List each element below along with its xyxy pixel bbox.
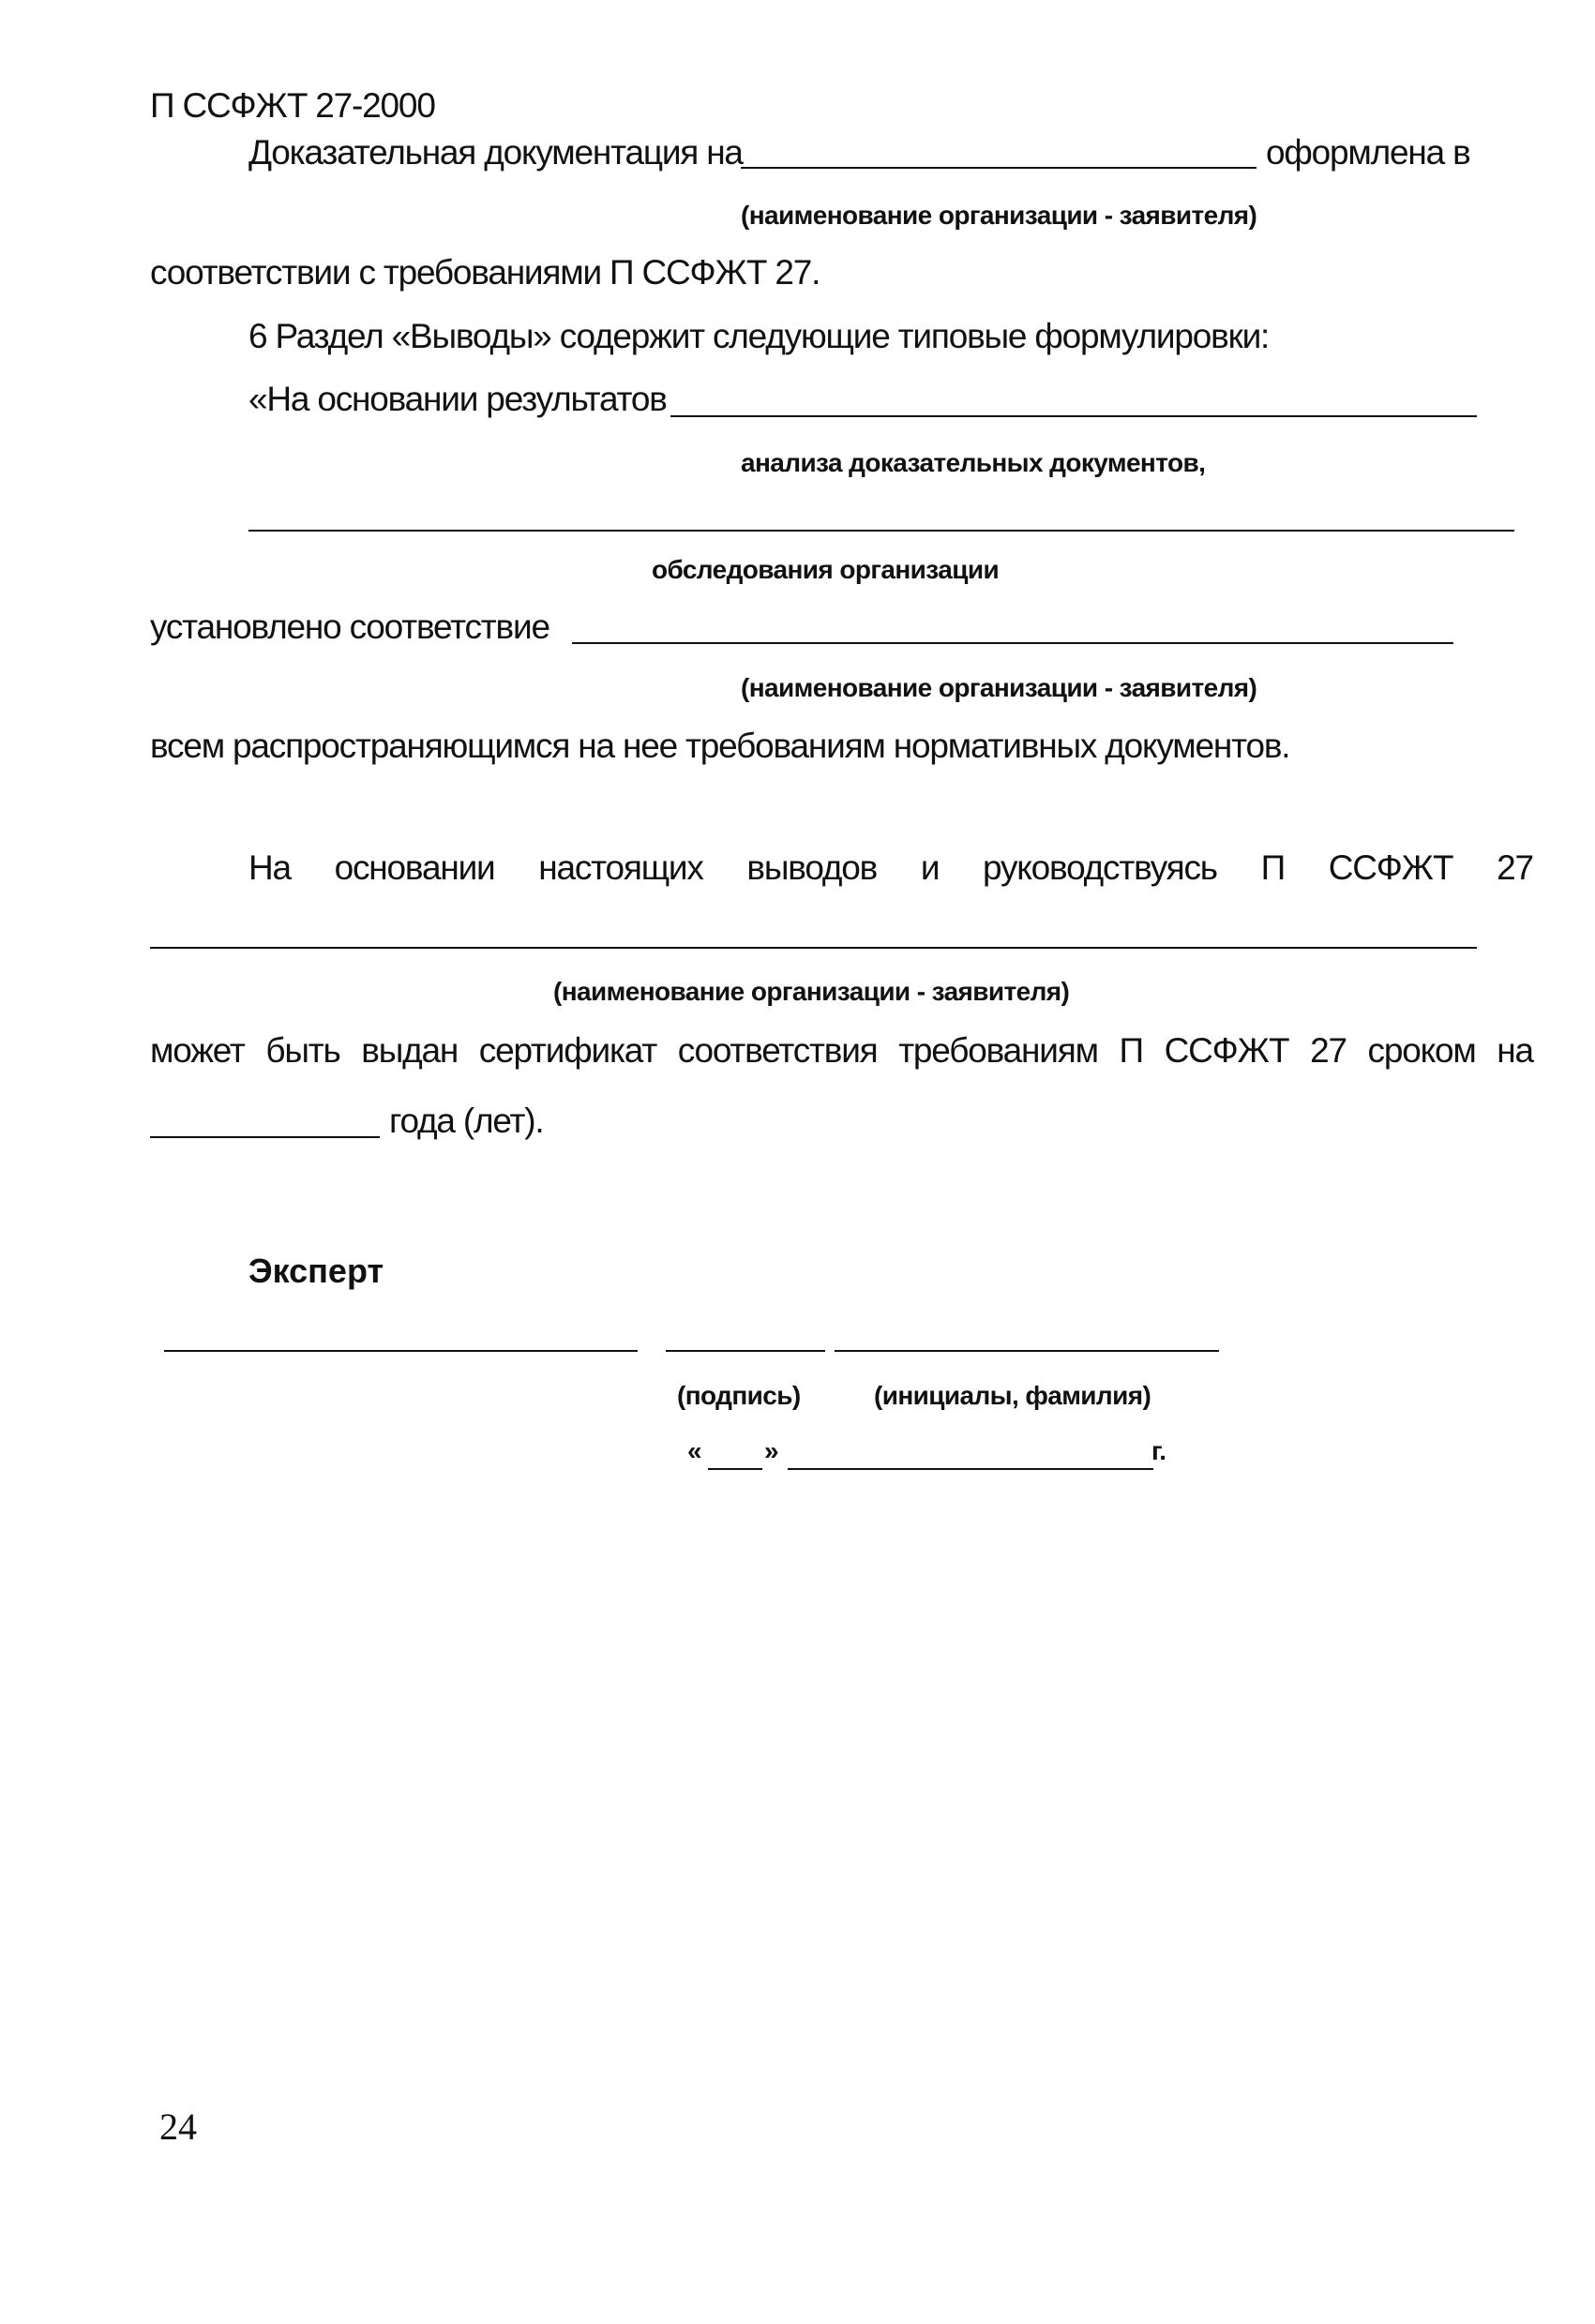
results-blank-line (670, 415, 1477, 417)
conclusion-word: ССФЖТ (1328, 848, 1453, 887)
expert-label: Эксперт (248, 1252, 384, 1290)
date-month-year-line (788, 1468, 1153, 1470)
certificate-word: соответствия (677, 1031, 878, 1070)
established-line: установлено соответствие (150, 607, 549, 646)
para1-text-before: Доказательная документация на (248, 133, 743, 172)
certificate-word: может (150, 1031, 245, 1070)
expert-position-line (164, 1350, 638, 1352)
certificate-word: ССФЖТ (1164, 1031, 1289, 1070)
certificate-word: выдан (361, 1031, 459, 1070)
section6-heading: 6 Раздел «Выводы» содержит следующие типовые формулировки: (248, 317, 1270, 355)
certificate-word: быть (265, 1031, 340, 1070)
conclusion-word: П (1260, 848, 1285, 887)
caption-applicant-2: (наименование организации - заявителя) (741, 673, 1257, 702)
signature-line (666, 1350, 825, 1352)
conclusion-word: основании (334, 848, 495, 887)
requirements-line: всем распространяющимся на нее требованиям нормативных документов. (150, 727, 1290, 765)
conclusion-word: 27 (1497, 848, 1533, 887)
caption-name: (инициалы, фамилия) (874, 1381, 1151, 1410)
page-number: 24 (159, 2106, 197, 2148)
date-day-line (708, 1468, 762, 1470)
on-basis-line: «На основании результатов (248, 380, 667, 418)
para1-text-after: оформлена в (1266, 133, 1470, 172)
conclusion-word: выводов (746, 848, 878, 887)
applicant-name-blank-line (741, 167, 1256, 169)
caption-analysis: анализа доказательных документов, (741, 448, 1206, 477)
certificate-word: на (1497, 1031, 1533, 1070)
term-blank-line (150, 1136, 380, 1138)
certificate-word: П (1119, 1031, 1143, 1070)
conclusion-word: и (920, 848, 940, 887)
caption-applicant-3: (наименование организации - заявителя) (553, 977, 1070, 1006)
date-close-quote: » (764, 1436, 778, 1465)
document-code: П ССФЖТ 27-2000 (150, 86, 435, 125)
date-year-suffix: г. (1151, 1436, 1166, 1465)
caption-applicant-1: (наименование организации - заявителя) (741, 201, 1257, 230)
caption-signature: (подпись) (677, 1381, 801, 1410)
conclusion-word: На (248, 848, 291, 887)
term-suffix: года (лет). (389, 1102, 544, 1140)
applicant-blank-line-3 (150, 947, 1477, 949)
conclusion-word: настоящих (538, 848, 703, 887)
certificate-word: требованиям (898, 1031, 1098, 1070)
certificate-word: сертификат (478, 1031, 657, 1070)
certificate-word: 27 (1310, 1031, 1347, 1070)
survey-blank-line (248, 530, 1514, 532)
conclusion-line (248, 848, 1533, 888)
date-open-quote: « (687, 1436, 701, 1465)
para1-continuation: соответствии с требованиями П ССФЖТ 27. (150, 253, 820, 292)
certificate-word: сроком (1367, 1031, 1476, 1070)
conclusion-word: руководствуясь (983, 848, 1217, 887)
applicant-blank-line-2 (572, 642, 1453, 644)
caption-survey: обследования организации (652, 555, 1000, 584)
certificate-line (150, 1031, 1533, 1071)
name-line (835, 1350, 1219, 1352)
